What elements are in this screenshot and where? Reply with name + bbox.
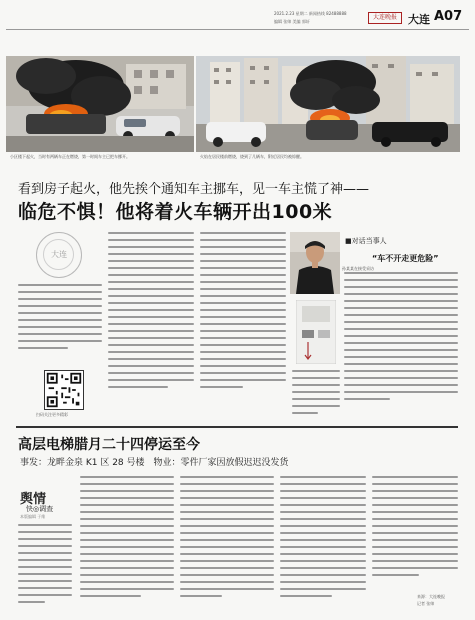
section-divider (16, 426, 458, 428)
newspaper-logo: 大连晚报 (368, 12, 402, 24)
scene-sketch (296, 300, 336, 364)
stamp-text: 大连 (51, 250, 67, 259)
portrait-photo (290, 232, 340, 294)
column-editor: 本版编辑 于维 (20, 514, 46, 519)
article-kicker: 看到房子起火，他先挨个通知车主挪车，见一车主慌了神—— (18, 182, 370, 197)
article2-headline: 高层电梯腊月二十四停运至今 (18, 437, 200, 453)
article2-column-4 (280, 476, 366, 614)
qr-code[interactable] (44, 370, 84, 410)
section-city: 大连 (408, 13, 430, 26)
article2-subline: 事发：龙畔金泉 K1 区 28 号楼 物业：零件厂家因放假迟迟没发货 (20, 458, 289, 468)
reporter-credit: 记者 张帅 (417, 601, 435, 606)
masthead-editor: 编辑 张帅 美编 郭轩 (274, 19, 310, 24)
photo-caption-right: 火焰在居民楼前燃烧，烧到了几辆车，附近居民均被惊醒。 (200, 154, 304, 159)
column-subtitle: 快◎调查 (26, 505, 54, 513)
qr-caption: 扫码关注更多精彩 (36, 412, 68, 417)
page-number: A07 (434, 9, 463, 24)
source-credit: 来源：大连晚报 (417, 594, 445, 599)
column-stamp (36, 232, 82, 278)
article2-column-1 (18, 524, 72, 612)
column-title: 舆情 (20, 492, 47, 507)
dialogue-subhead: ■对话当事人 (345, 237, 387, 245)
portrait-caption: 孙某某在接受采访 (342, 266, 374, 271)
article1-column-2 (108, 232, 194, 420)
article1-column-3 (200, 232, 286, 420)
masthead-date: 2021.2.23 星期二 新闻热线 82488888 (274, 11, 347, 16)
masthead (6, 6, 469, 30)
photo-caption-left: 小区楼下起火，当时有两辆车正在燃烧，第一时间车主已把车挪开。 (10, 154, 130, 159)
article2-column-3 (180, 476, 274, 614)
photo-fire-scene (196, 56, 460, 152)
article1-column-4 (344, 272, 458, 422)
article2-column-5 (372, 476, 458, 590)
photo-burning-car (6, 56, 194, 152)
article2-column-2 (80, 476, 174, 614)
article1-column-5 (292, 370, 340, 420)
article-headline: 临危不惧！他将着火车辆开出100米 (18, 201, 333, 223)
article1-column-1 (18, 284, 102, 368)
dialogue-quote: “车不开走更危险” (372, 254, 439, 263)
